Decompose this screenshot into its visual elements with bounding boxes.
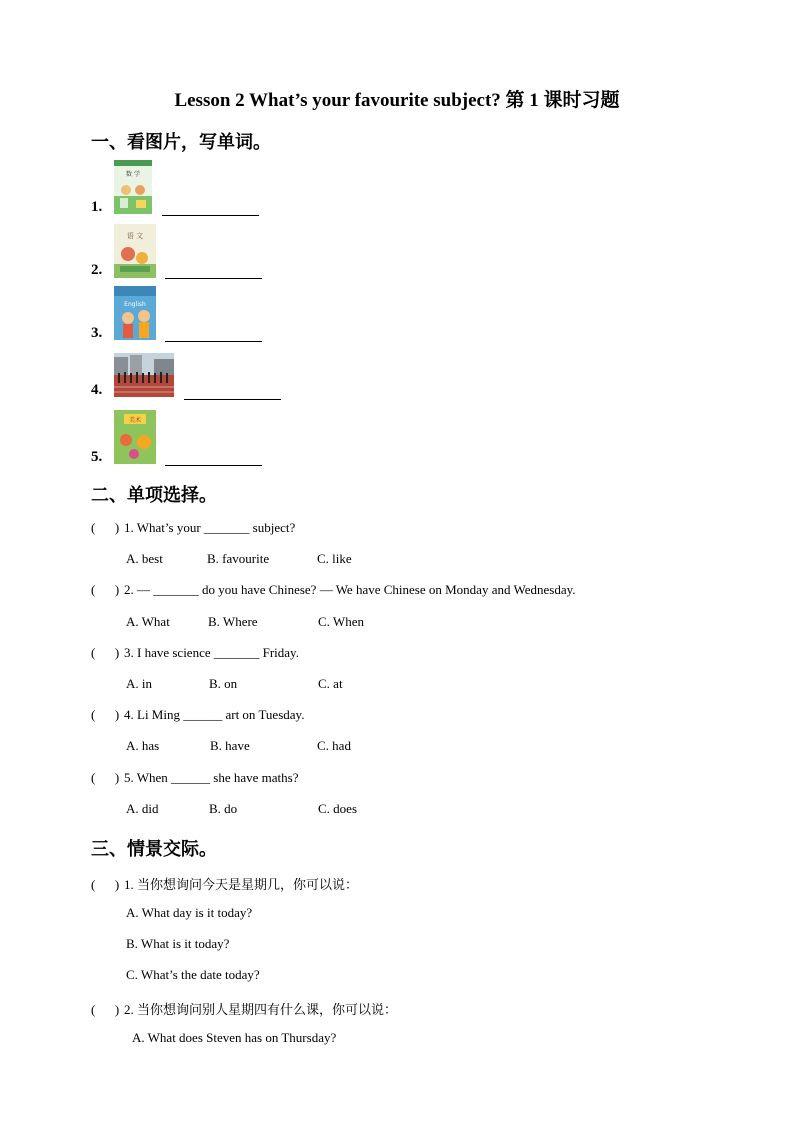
answer-bracket[interactable]: ( ) <box>91 707 120 722</box>
answer-bracket[interactable]: ( ) <box>91 645 120 660</box>
question-text: 3. I have science _______ Friday. <box>124 645 299 660</box>
option-a: A. What does Steven has on Thursday? <box>132 1030 337 1045</box>
option-c: C. had <box>317 738 351 753</box>
answer-blank-1[interactable] <box>162 215 259 216</box>
item-number-1: 1. <box>91 199 103 215</box>
option-c: C. What’s the date today? <box>126 967 260 982</box>
svg-text:English: English <box>124 301 146 308</box>
section-2-heading: 二、单项选择。 <box>91 485 217 505</box>
option-b: B. Where <box>208 614 258 629</box>
answer-blank-4[interactable] <box>184 399 281 400</box>
option-c: C. does <box>318 801 357 816</box>
question-row <box>91 999 397 1018</box>
item-number-3: 3. <box>91 325 103 341</box>
option-a: A. best <box>126 551 163 566</box>
question-text: 4. Li Ming ______ art on Tuesday. <box>124 707 305 722</box>
item-number-2: 2. <box>91 262 103 278</box>
answer-bracket[interactable]: ( ) <box>91 877 120 892</box>
english-textbook-image <box>114 286 156 340</box>
question-text: 2. 当你想询问别人星期四有什么课，你可以说： <box>124 1002 398 1017</box>
option-a: A. What day is it today? <box>126 905 253 920</box>
maths-textbook-image <box>114 160 152 214</box>
art-textbook-image <box>114 410 156 464</box>
section-3-heading: 三、情景交际。 <box>91 839 217 859</box>
option-b: B. What is it today? <box>126 936 230 951</box>
question-row <box>91 520 295 536</box>
answer-bracket[interactable]: ( ) <box>91 770 120 785</box>
answer-bracket[interactable]: ( ) <box>91 582 120 597</box>
option-b: B. do <box>209 801 238 816</box>
question-row <box>91 874 358 893</box>
question-text: 5. When ______ she have maths? <box>124 770 299 785</box>
item-number-5: 5. <box>91 449 103 465</box>
option-c: C. When <box>318 614 364 629</box>
svg-text:美术: 美术 <box>128 417 142 424</box>
answer-bracket[interactable]: ( ) <box>91 520 120 535</box>
question-text: 1. What’s your _______ subject? <box>124 520 296 535</box>
option-a: A. in <box>126 676 152 691</box>
option-a: A. What <box>126 614 170 629</box>
option-b: B. have <box>210 738 250 753</box>
chinese-textbook-image <box>114 224 156 278</box>
question-text: 1. 当你想询问今天是星期几，你可以说： <box>124 877 359 892</box>
option-b: B. on <box>209 676 238 691</box>
answer-blank-5[interactable] <box>165 465 262 466</box>
option-b: B. favourite <box>207 551 270 566</box>
question-text: 2. — _______ do you have Chinese? — We have Chinese on Monday and Wednesday. <box>124 582 576 597</box>
question-row <box>91 707 304 723</box>
option-c: C. like <box>317 551 352 566</box>
question-row <box>91 770 299 786</box>
item-number-4: 4. <box>91 382 103 398</box>
question-row <box>91 582 576 598</box>
answer-bracket[interactable]: ( ) <box>91 1002 120 1017</box>
answer-blank-2[interactable] <box>165 278 262 279</box>
svg-text:数 学: 数 学 <box>126 171 140 178</box>
svg-text:语 文: 语 文 <box>126 232 144 240</box>
question-row <box>91 645 299 661</box>
option-a: A. did <box>126 801 159 816</box>
option-a: A. has <box>126 738 160 753</box>
option-c: C. at <box>318 676 343 691</box>
pe-running-track-image <box>114 353 174 397</box>
page-title: Lesson 2 What’s your favourite subject? 第 1 课时习题 <box>174 90 620 111</box>
section-1-heading: 一、看图片，写单词。 <box>91 132 271 152</box>
answer-blank-3[interactable] <box>165 341 262 342</box>
